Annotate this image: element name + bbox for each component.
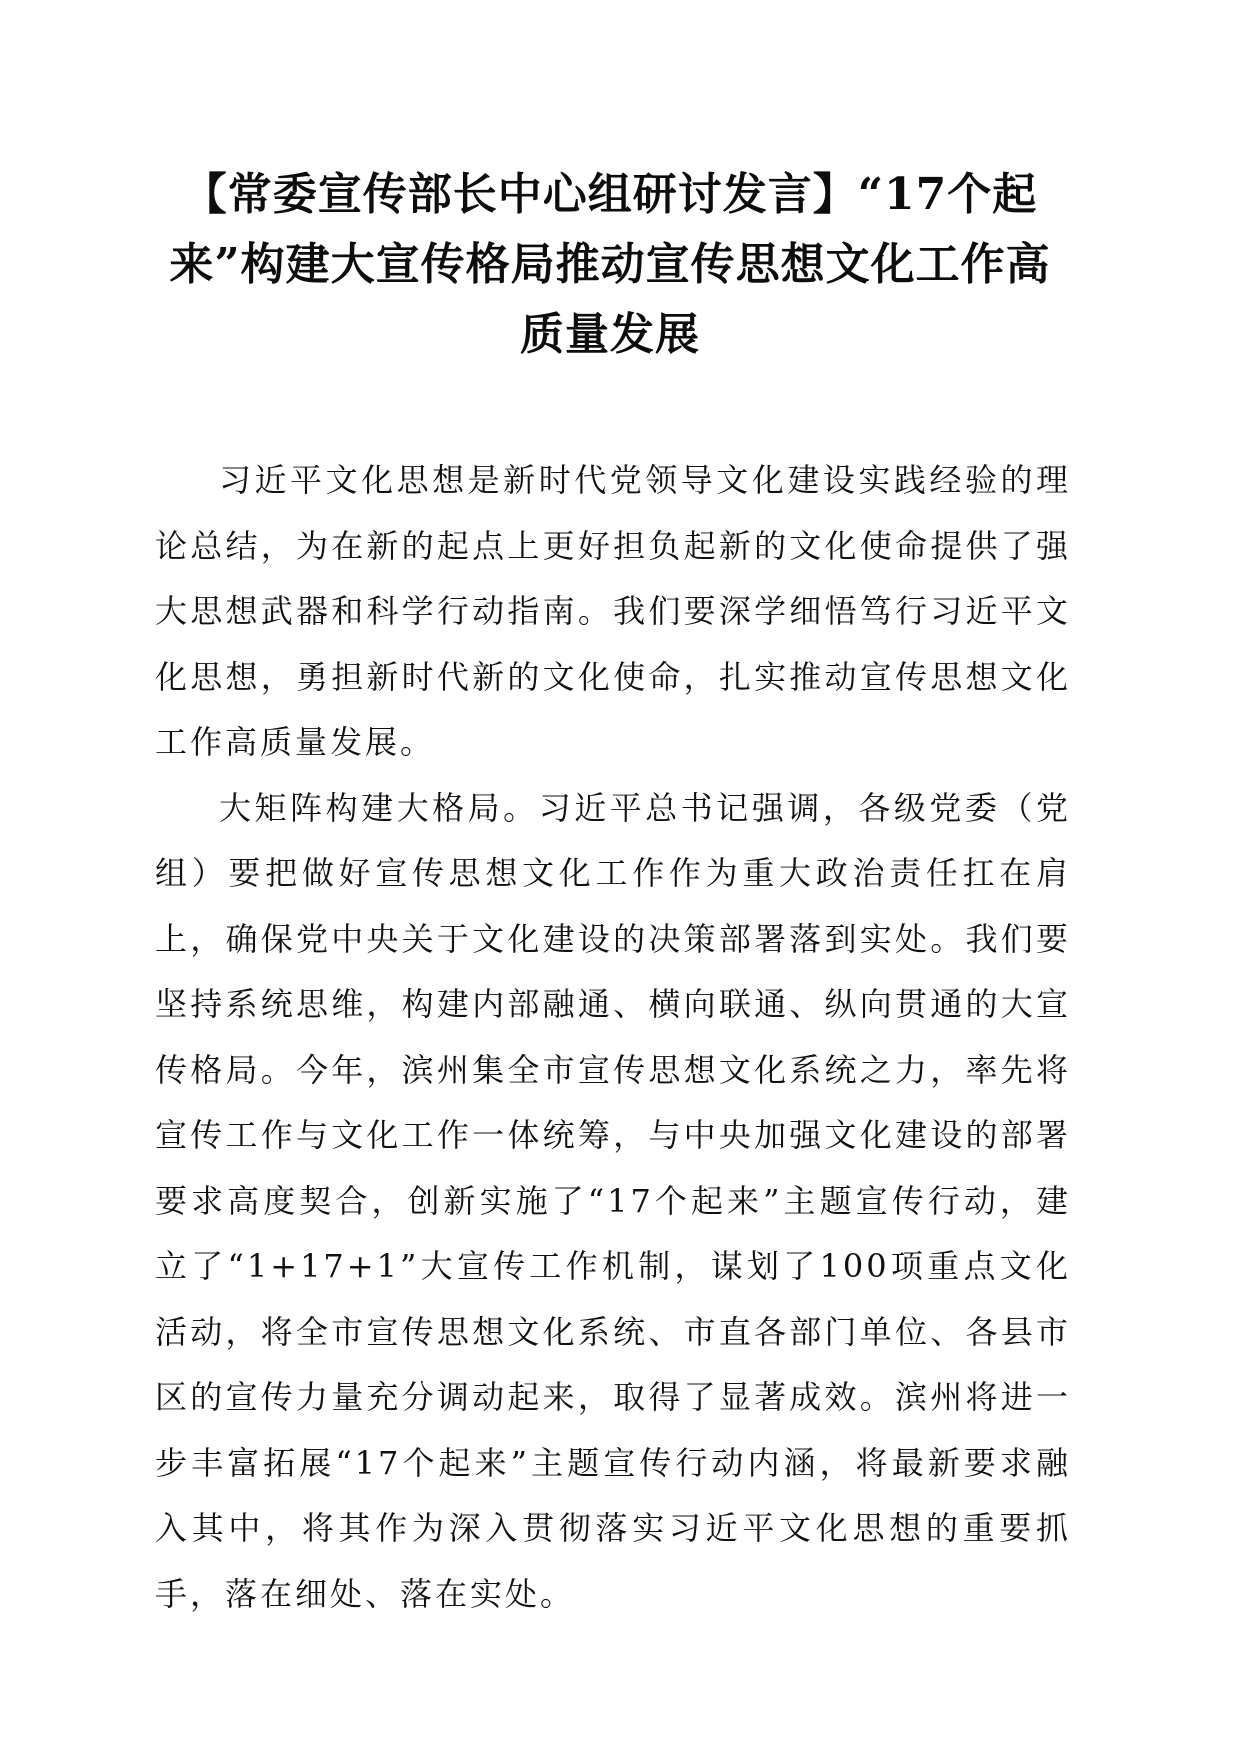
paragraph-intro: 习近平文化思想是新时代党领导文化建设实践经验的理论总结，为在新的起点上更好担负起新的文化使命提供了强大思想武器和科学行动指南。我们要深学细悟笃行习近平文化思想，勇担新时代新的文化使命，扎实推动宣传思想文化工作高质量发展。 (155, 461, 1071, 761)
title-line-3: 质量发展 (520, 309, 700, 360)
document-body (155, 448, 1071, 1627)
title-line-1: 【常委宣传部长中心组研讨发言】“17个起 (182, 169, 1038, 220)
document-title (150, 160, 1070, 370)
paragraph-big-matrix: 大矩阵构建大格局。习近平总书记强调，各级党委（党组）要把做好宣传思想文化工作作为重大政治责任扛在肩上，确保党中央关于文化建设的决策部署落到实处。我们要坚持系统思维，构建内部融通、横向联通、纵向贯通的大宣传格局。今年，滨州集全市宣传思想文化系统之力，率先将宣传工作与文化工作一体统筹，与中央加强文化建设的部署要求高度契合，创新实施了“17个起来”主题宣传行动，建立了“1+17+1”大宣传工作机制，谋划了100项重点文化活动，将全市宣传思想文化系统、市直各部门单位、各县市区的宣传力量充分调动起来，取得了显著成效。滨州将进一步丰富拓展“17个起来”主题宣传行动内涵，将最新要求融入其中，将其作为深入贯彻落实习近平文化思想的重要抓手，落在细处、落在实处。 (155, 788, 1071, 1613)
title-line-2: 来”构建大宣传格局推动宣传思想文化工作高 (169, 239, 1051, 290)
